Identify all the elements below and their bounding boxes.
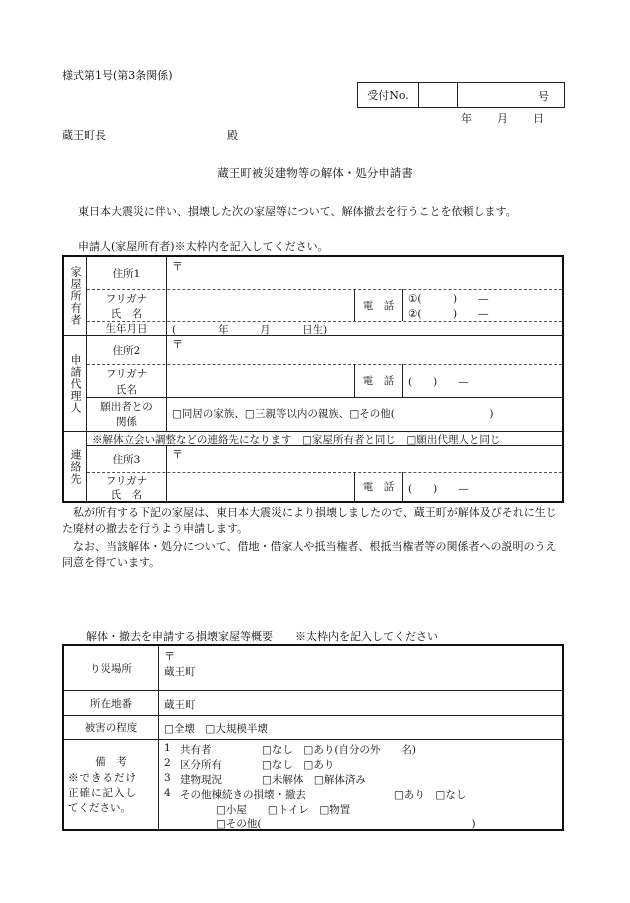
agent-postal-mark: 〒	[172, 338, 183, 351]
remarks-label: 備 考	[95, 756, 127, 768]
remarks-item-label-1: 共有者	[180, 744, 212, 756]
remarks-item-label-4: その他棟続きの損壊・撤去	[180, 789, 306, 801]
remarks-item-options-4[interactable]: □あり □なし	[394, 789, 467, 801]
agent-phone-label: 電 話	[362, 375, 395, 387]
remarks-item-no-2: 2	[164, 757, 171, 769]
owner-furigana-label: フリガナ	[105, 292, 148, 305]
owner-phone-label: 電 話	[362, 299, 395, 312]
receipt-suffix: 号	[538, 90, 549, 103]
location-label: り災場所	[90, 662, 132, 675]
owner-section-label: 家屋所有者	[69, 266, 82, 326]
remarks-note-3: てください。	[68, 802, 131, 814]
date-day: 日	[533, 112, 544, 125]
date-month: 月	[497, 112, 508, 125]
owner-address-field[interactable]	[167, 257, 562, 289]
lot-label: 所在地番	[90, 697, 132, 710]
remarks-item-no-4: 4	[164, 787, 171, 799]
damage-options[interactable]: □全壊 □大規模半壊	[164, 723, 268, 735]
applicant-table	[62, 255, 564, 503]
remarks-note-1: ※できるだけ	[68, 772, 137, 784]
contact-phone-value[interactable]: ( ) —	[408, 483, 469, 495]
contact-phone-label: 電 話	[362, 481, 395, 493]
applicant-heading: 申請人(家屋所有者)※太枠内を記入してください。	[78, 240, 329, 253]
contact-furigana-label: フリガナ	[105, 474, 148, 487]
owner-phone-line-1[interactable]: ①( ) —	[408, 293, 489, 305]
receipt-label: 受付No.	[358, 83, 419, 107]
owner-birth-value[interactable]: ( 年 月 日生)	[172, 324, 328, 336]
owner-name-label: 氏 名	[110, 307, 143, 320]
location-postal-mark: 〒	[164, 650, 175, 663]
contact-note[interactable]: ※解体立会い調整などの連絡先になります □家屋所有者と同じ □願出代理人と同じ	[92, 434, 501, 446]
remarks-sub-options-1[interactable]: □小屋 □トイレ □物置	[216, 804, 351, 816]
addressee-honorific: 殿	[227, 129, 238, 142]
date-year: 年	[461, 112, 472, 125]
remarks-item-options-3[interactable]: □未解体 □解体済み	[262, 774, 366, 786]
owner-phone-line-2[interactable]: ②( ) —	[408, 308, 489, 320]
contact-name-field[interactable]	[167, 473, 354, 501]
contact-address-field[interactable]	[167, 446, 562, 472]
owner-address-label: 住所1	[112, 267, 141, 280]
agent-section-label: 申請代理人	[69, 353, 82, 414]
damage-label: 被害の程度	[84, 722, 138, 734]
declaration-paragraph-1: 私が所有する下記の家屋は、東日本大震災により損壊しましたので、蔵王町が解体及びそれに生じた廃材の撤去を行うよう申請します。	[62, 506, 557, 535]
owner-name-field[interactable]	[167, 290, 354, 321]
agent-address-label: 住所2	[112, 344, 141, 357]
page-title: 蔵王町被災建物等の解体・処分申請書	[217, 166, 413, 180]
contact-section-label: 連絡先	[69, 448, 82, 485]
lot-value[interactable]: 蔵王町	[164, 699, 196, 711]
addressee: 蔵王町長	[62, 129, 106, 142]
declaration-paragraph-2: なお、当該解体・処分について、借地・借家人や抵当権者、根抵当権者等の関係者への説明のうえ同意を得ています。	[62, 540, 557, 569]
location-value[interactable]: 蔵王町	[164, 666, 196, 678]
remarks-item-label-2: 区分所有	[180, 759, 222, 771]
agent-furigana-label: フリガナ	[105, 367, 148, 380]
contact-postal-mark: 〒	[172, 448, 183, 461]
owner-birth-label: 生年月日	[105, 322, 148, 335]
remarks-note-2: 正確に記入し	[68, 787, 137, 799]
remarks-item-no-3: 3	[164, 772, 171, 784]
remarks-item-no-1: 1	[164, 742, 171, 754]
property-table	[62, 644, 564, 831]
remarks-item-options-1[interactable]: □なし □あり(自分の外 名)	[262, 744, 417, 756]
agent-name-field[interactable]	[167, 365, 354, 397]
agent-name-label: 氏名	[116, 383, 137, 396]
contact-name-label: 氏 名	[110, 488, 143, 501]
receipt-box	[357, 82, 565, 108]
form-number: 様式第1号(第3条関係)	[62, 69, 173, 82]
property-heading: 解体・撤去を申請する損壊家屋等概要 ※太枠内を記入してください	[86, 630, 438, 643]
agent-relation-label-2: 関係	[116, 415, 137, 428]
agent-relation-options[interactable]: □同居の家族、□三親等以内の親族、□その他( )	[172, 408, 494, 420]
agent-phone-value[interactable]: ( ) —	[408, 376, 469, 388]
owner-postal-mark: 〒	[172, 260, 183, 273]
remarks-sub-options-2[interactable]: □その他( )	[216, 818, 476, 830]
contact-address-label: 住所3	[112, 453, 141, 466]
agent-address-field[interactable]	[167, 336, 562, 364]
remarks-item-label-3: 建物現況	[180, 774, 222, 786]
receipt-number-field[interactable]	[419, 83, 458, 107]
agent-relation-label-1: 願出者との	[100, 400, 153, 413]
remarks-item-options-2[interactable]: □なし □あり	[262, 759, 335, 771]
intro-text: 東日本大震災に伴い、損壊した次の家屋等について、解体撤去を行うことを依頼します。	[78, 205, 517, 218]
